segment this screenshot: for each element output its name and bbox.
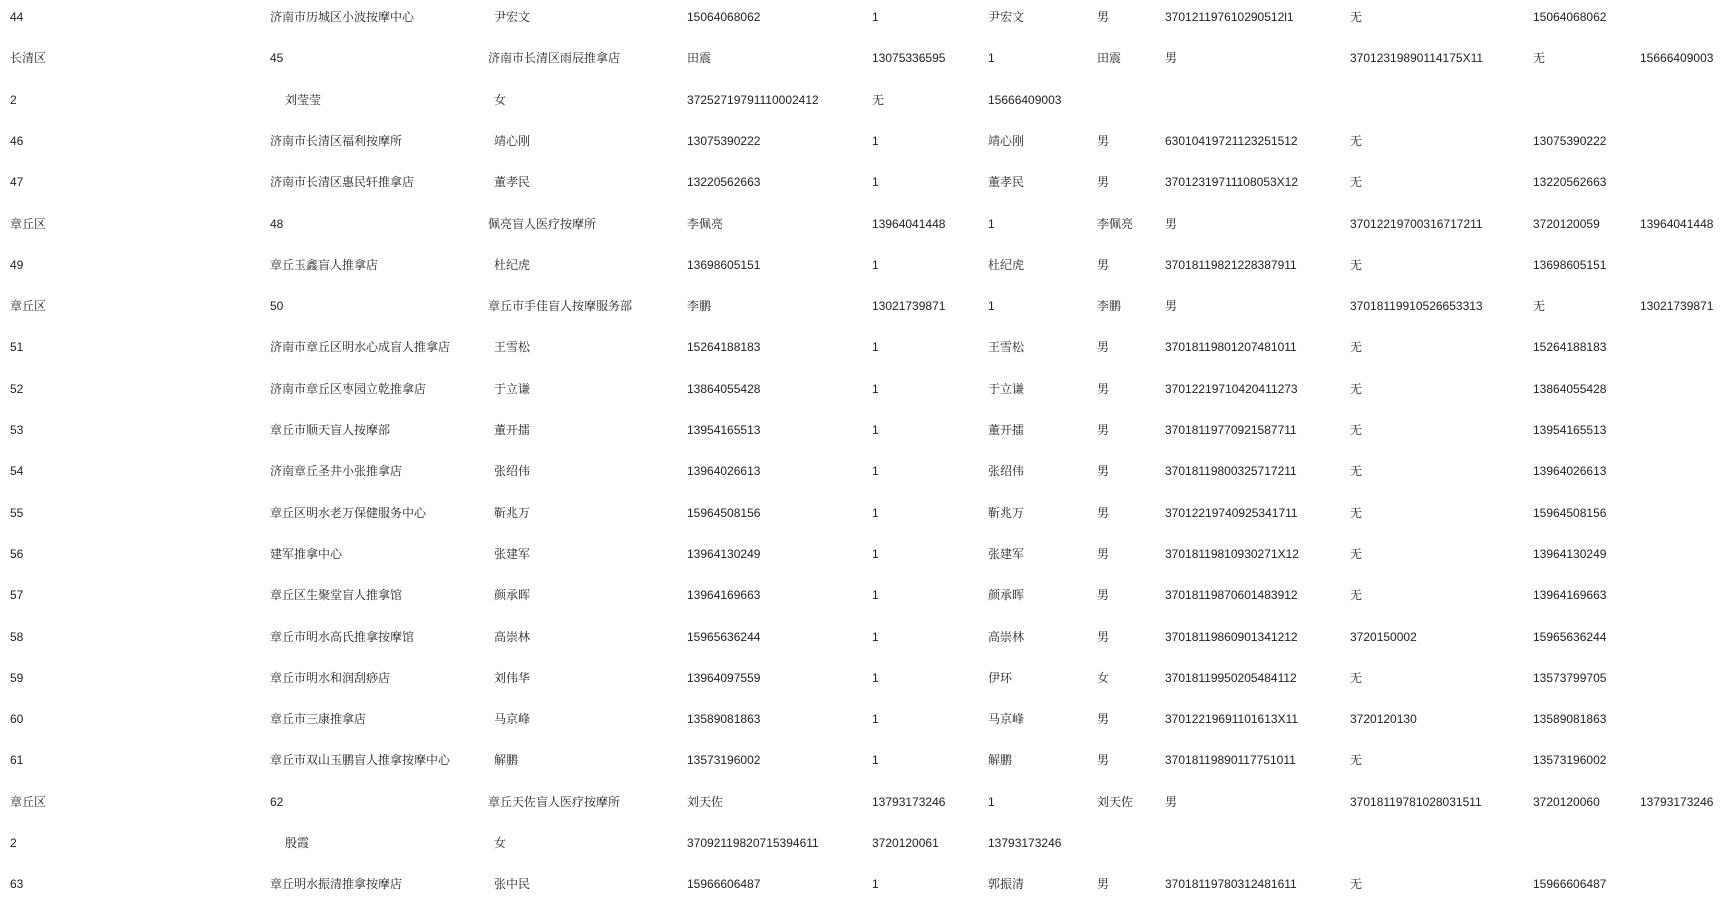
table-cell: 王雪松 [494,340,531,355]
table-cell: 济南市历城区小波按摩中心 [270,10,415,24]
table-cell: 男 [1097,629,1110,644]
table-cell: 无 [872,92,885,107]
table-cell: 1 [872,753,879,768]
table-cell: 37018119781028031511 [1350,794,1482,809]
table-cell: 男 [1097,133,1110,148]
table-cell: 15666409003 [988,92,1062,107]
table-cell: 章丘区生聚堂盲人推拿馆 [270,588,403,603]
table-row [0,866,1727,903]
table-cell: 尹宏文 [494,10,531,24]
table-cell: 章丘市三康推拿店 [270,712,367,727]
table-cell: 57 [10,588,24,603]
table-cell: 13964097559 [687,670,761,685]
table-cell: 女 [1097,670,1110,685]
table-cell: 62 [270,794,284,809]
table-row [0,123,1727,160]
table-cell: 37018119770921587711 [1165,423,1297,437]
table-cell: 男 [1097,546,1110,561]
table-cell: 15966606487 [1533,877,1607,892]
table-cell: 13021739871 [1640,299,1714,314]
table-row [0,742,1727,779]
table-cell: 54 [10,464,24,479]
table-cell: 无 [1350,505,1363,520]
table-cell: 37012219710420411273 [1165,381,1298,396]
table-cell: 田震 [1097,51,1122,66]
table-cell: 董孝民 [988,175,1025,190]
table-cell: 李佩亮 [687,216,724,231]
table-cell: 章丘市顺天盲人按摩部 [270,423,391,437]
table-row [0,82,1727,119]
table-cell: 370121197610290512l1 [1165,10,1294,24]
table-row [0,619,1727,656]
table-cell: 2 [10,92,17,107]
table-cell: 男 [1097,423,1110,437]
table-cell: 李佩亮 [1097,216,1134,231]
table-cell: 13964026613 [687,464,761,479]
table-cell: 3720150002 [1350,629,1417,644]
table-cell: 15965636244 [687,629,761,644]
table-cell: 37252719791110002412 [687,92,819,107]
table-cell: 无 [1350,877,1363,892]
table-cell: 1 [872,381,879,396]
table-cell: 51 [10,340,24,355]
table-cell: 张建军 [988,546,1025,561]
table-cell: 15964508156 [687,505,761,520]
table-row [0,0,1727,36]
table-cell: 佩亮盲人医疗按摩所 [488,216,597,231]
table-cell: 13220562663 [687,175,761,190]
table-cell: 李鹏 [1097,299,1122,314]
table-cell: 37018119950205484112 [1165,670,1297,685]
table-row [0,784,1727,821]
table-cell: 男 [1097,753,1110,768]
table-cell: 37018119860901341212 [1165,629,1298,644]
table-cell: 杜纪虎 [494,257,531,272]
table-cell: 46 [10,133,24,148]
table-cell: 15964508156 [1533,505,1607,520]
table-cell: 田震 [687,51,712,66]
table-row [0,701,1727,738]
table-cell: 37018119780312481611 [1165,877,1297,892]
table-cell: 无 [1533,299,1546,314]
table-row [0,495,1727,532]
table-cell: 济南市长清区福利按摩所 [270,133,403,148]
table-cell: 张绍伟 [988,464,1025,479]
table-cell: 44 [10,10,24,24]
table-row [0,825,1727,862]
table-cell: 章丘市双山玉鹏盲人推拿按摩中心 [270,753,451,768]
table-cell: 1 [872,340,879,355]
table-cell: 靖心刚 [988,133,1025,148]
table-cell: 章丘天佐盲人医疗按摩所 [488,794,621,809]
table-cell: 1 [872,588,879,603]
table-cell: 章丘市明水和润刮痧店 [270,670,391,685]
table-cell: 1 [988,794,995,809]
table-cell: 男 [1165,216,1178,231]
table-cell: 52 [10,381,24,396]
table-cell: 13964041448 [872,216,946,231]
table-cell: 15064068062 [1533,10,1607,24]
table-cell: 13573196002 [687,753,761,768]
table-cell: 解鹏 [988,753,1013,768]
table-cell: 男 [1097,10,1110,24]
table-cell: 1 [872,464,879,479]
table-cell: 37018119821228387911 [1165,257,1297,272]
table-cell: 3720120060 [1533,794,1600,809]
table-cell: 男 [1097,381,1110,396]
table-row [0,247,1727,284]
table-cell: 15264188183 [1533,340,1607,355]
table-cell: 37012319711108053X12 [1165,175,1299,190]
table-cell: 47 [10,175,24,190]
table-row [0,660,1727,697]
table-cell: 刘天佐 [687,794,724,809]
table-cell: 37092119820715394611 [687,836,819,850]
table-cell: 刘莹莹 [285,92,322,107]
table-cell: 15965636244 [1533,629,1607,644]
table-cell: 无 [1350,257,1363,272]
table-cell: 1 [872,133,879,148]
table-cell: 颜承晖 [988,588,1025,603]
table-cell: 无 [1350,588,1363,603]
table-cell: 殷霞 [285,836,310,850]
table-cell: 1 [872,257,879,272]
table-cell: 男 [1165,794,1178,809]
table-cell: 37018119801207481011 [1165,340,1297,355]
table-cell: 13964169663 [687,588,761,603]
table-cell: 无 [1350,670,1363,685]
table-cell: 男 [1097,877,1110,892]
table-cell: 济南市长清区雨辰推拿店 [488,51,621,66]
table-cell: 13589081863 [687,712,761,727]
table-cell: 李鹏 [687,299,712,314]
table-cell: 无 [1533,51,1546,66]
table-cell: 靳兆万 [494,505,531,520]
table-cell: 无 [1350,133,1363,148]
table-cell: 章丘区 [10,216,47,231]
table-cell: 37018119800325717211 [1165,464,1297,479]
table-cell: 济南章丘圣井小张推拿店 [270,464,403,479]
table-cell: 无 [1350,546,1363,561]
table-cell: 男 [1097,464,1110,479]
table-cell: 37018119890117751011 [1165,753,1296,768]
table-cell: 50 [270,299,284,314]
table-cell: 男 [1097,505,1110,520]
table-cell: 13075390222 [1533,133,1607,148]
table-cell: 靖心刚 [494,133,531,148]
table-cell: 解鹏 [494,753,519,768]
table-cell: 郭振清 [988,877,1025,892]
table-cell: 尹宏文 [988,10,1025,24]
table-cell: 13075390222 [687,133,761,148]
table-row [0,371,1727,408]
table-cell: 13793173246 [1640,794,1714,809]
table-cell: 60 [10,712,24,727]
table-cell: 55 [10,505,24,520]
table-cell: 13954165513 [687,423,761,437]
table-cell: 13793173246 [988,836,1062,850]
table-cell: 男 [1097,712,1110,727]
table-cell: 13589081863 [1533,712,1607,727]
table-cell: 无 [1350,753,1363,768]
table-cell: 1 [872,712,879,727]
table-cell: 章丘市手佳盲人按摩服务部 [488,299,633,314]
table-cell: 37018119810930271X12 [1165,546,1299,561]
table-cell: 女 [494,92,507,107]
table-cell: 高崇林 [988,629,1025,644]
table-cell: 于立谦 [494,381,531,396]
table-cell: 章丘玉鑫盲人推拿店 [270,257,379,272]
table-cell: 13698605151 [1533,257,1607,272]
table-cell: 61 [10,753,24,768]
table-cell: 37018119870601483912 [1165,588,1298,603]
table-cell: 颜承晖 [494,588,531,603]
table-row [0,206,1727,243]
table-cell: 男 [1097,175,1110,190]
table-cell: 男 [1097,257,1110,272]
table-cell: 15666409003 [1640,51,1714,66]
table-cell: 13698605151 [687,257,761,272]
table-cell: 1 [872,175,879,190]
table-cell: 济南市章丘区枣园立乾推拿店 [270,381,427,396]
table-cell: 13954165513 [1533,423,1607,437]
table-cell: 58 [10,629,24,644]
table-row [0,412,1727,449]
table-cell: 45 [270,51,284,66]
table-cell: 13964169663 [1533,588,1607,603]
table-cell: 女 [494,836,507,850]
table-cell: 无 [1350,340,1363,355]
table-cell: 高崇林 [494,629,531,644]
table-cell: 1 [988,216,995,231]
table-cell: 伊环 [988,670,1013,685]
table-cell: 13964130249 [1533,546,1607,561]
table-cell: 无 [1350,10,1363,24]
table-cell: 3720120130 [1350,712,1417,727]
table-row [0,164,1727,201]
table-cell: 于立谦 [988,381,1025,396]
table-cell: 13864055428 [1533,381,1607,396]
table-cell: 章丘区明水老万保健服务中心 [270,505,427,520]
table-cell: 13864055428 [687,381,761,396]
table-cell: 章丘市明水高氏推拿按摩馆 [270,629,415,644]
table-row [0,577,1727,614]
table-cell: 刘天佐 [1097,794,1134,809]
table-row [0,453,1727,490]
table-cell: 王雪松 [988,340,1025,355]
table-cell: 马京峰 [494,712,531,727]
table-cell: 张中民 [494,877,531,892]
table-cell: 章丘明水振清推拿按摩店 [270,877,403,892]
table-cell: 37018119910526653313 [1350,299,1483,314]
table-cell: 15064068062 [687,10,761,24]
table-cell: 59 [10,670,24,685]
table-cell: 章丘区 [10,299,47,314]
table-row [0,329,1727,366]
table-cell: 3720120059 [1533,216,1600,231]
table-cell: 53 [10,423,24,437]
table-cell: 无 [1350,423,1363,437]
table-cell: 37012219740925341711 [1165,505,1298,520]
table-cell: 15264188183 [687,340,761,355]
table-cell: 13075336595 [872,51,946,66]
table-cell: 男 [1165,299,1178,314]
table-cell: 37012219691101613X11 [1165,712,1299,727]
table-cell: 13220562663 [1533,175,1607,190]
table-cell: 张绍伟 [494,464,531,479]
table-cell: 2 [10,836,17,850]
table-cell: 长清区 [10,51,47,66]
table-cell: 56 [10,546,24,561]
table-cell: 无 [1350,381,1363,396]
table-cell: 1 [872,505,879,520]
table-cell: 1 [872,670,879,685]
table-cell: 1 [872,10,879,24]
table-cell: 杜纪虎 [988,257,1025,272]
table-cell: 1 [988,299,995,314]
table-row [0,536,1727,573]
table-cell: 马京峰 [988,712,1025,727]
table-cell: 1 [988,51,995,66]
table-cell: 13964041448 [1640,216,1714,231]
table-cell: 济南市章丘区明水心成盲人推拿店 [270,340,451,355]
table-cell: 63010419721123251512 [1165,133,1298,148]
table-cell: 章丘区 [10,794,47,809]
table-cell: 37012219700316717211 [1350,216,1483,231]
table-row [0,40,1727,77]
table-row [0,288,1727,325]
table-cell: 建军推拿中心 [270,546,343,561]
table-cell: 靳兆万 [988,505,1025,520]
table-cell: 济南市长清区惠民轩推拿店 [270,175,415,190]
table-cell: 男 [1165,51,1178,66]
table-cell: 男 [1097,588,1110,603]
table-cell: 63 [10,877,24,892]
table-cell: 男 [1097,340,1110,355]
table-cell: 1 [872,629,879,644]
table-cell: 1 [872,546,879,561]
table-cell: 3720120061 [872,836,939,850]
table-cell: 13964130249 [687,546,761,561]
table-cell: 15966606487 [687,877,761,892]
table-cell: 37012319890114175X11 [1350,51,1484,66]
table-cell: 48 [270,216,284,231]
table-cell: 刘伟华 [494,670,531,685]
table-cell: 董孝民 [494,175,531,190]
table-cell: 1 [872,423,879,437]
table-cell: 董开擂 [494,423,531,437]
table-cell: 13573196002 [1533,753,1607,768]
table-cell: 1 [872,877,879,892]
table-cell: 无 [1350,464,1363,479]
table-cell: 13793173246 [872,794,946,809]
table-cell: 13021739871 [872,299,946,314]
table-cell: 张建军 [494,546,531,561]
table-cell: 无 [1350,175,1363,190]
table-cell: 董开擂 [988,423,1025,437]
table-cell: 13573799705 [1533,670,1607,685]
table-cell: 13964026613 [1533,464,1607,479]
table-cell: 49 [10,257,24,272]
